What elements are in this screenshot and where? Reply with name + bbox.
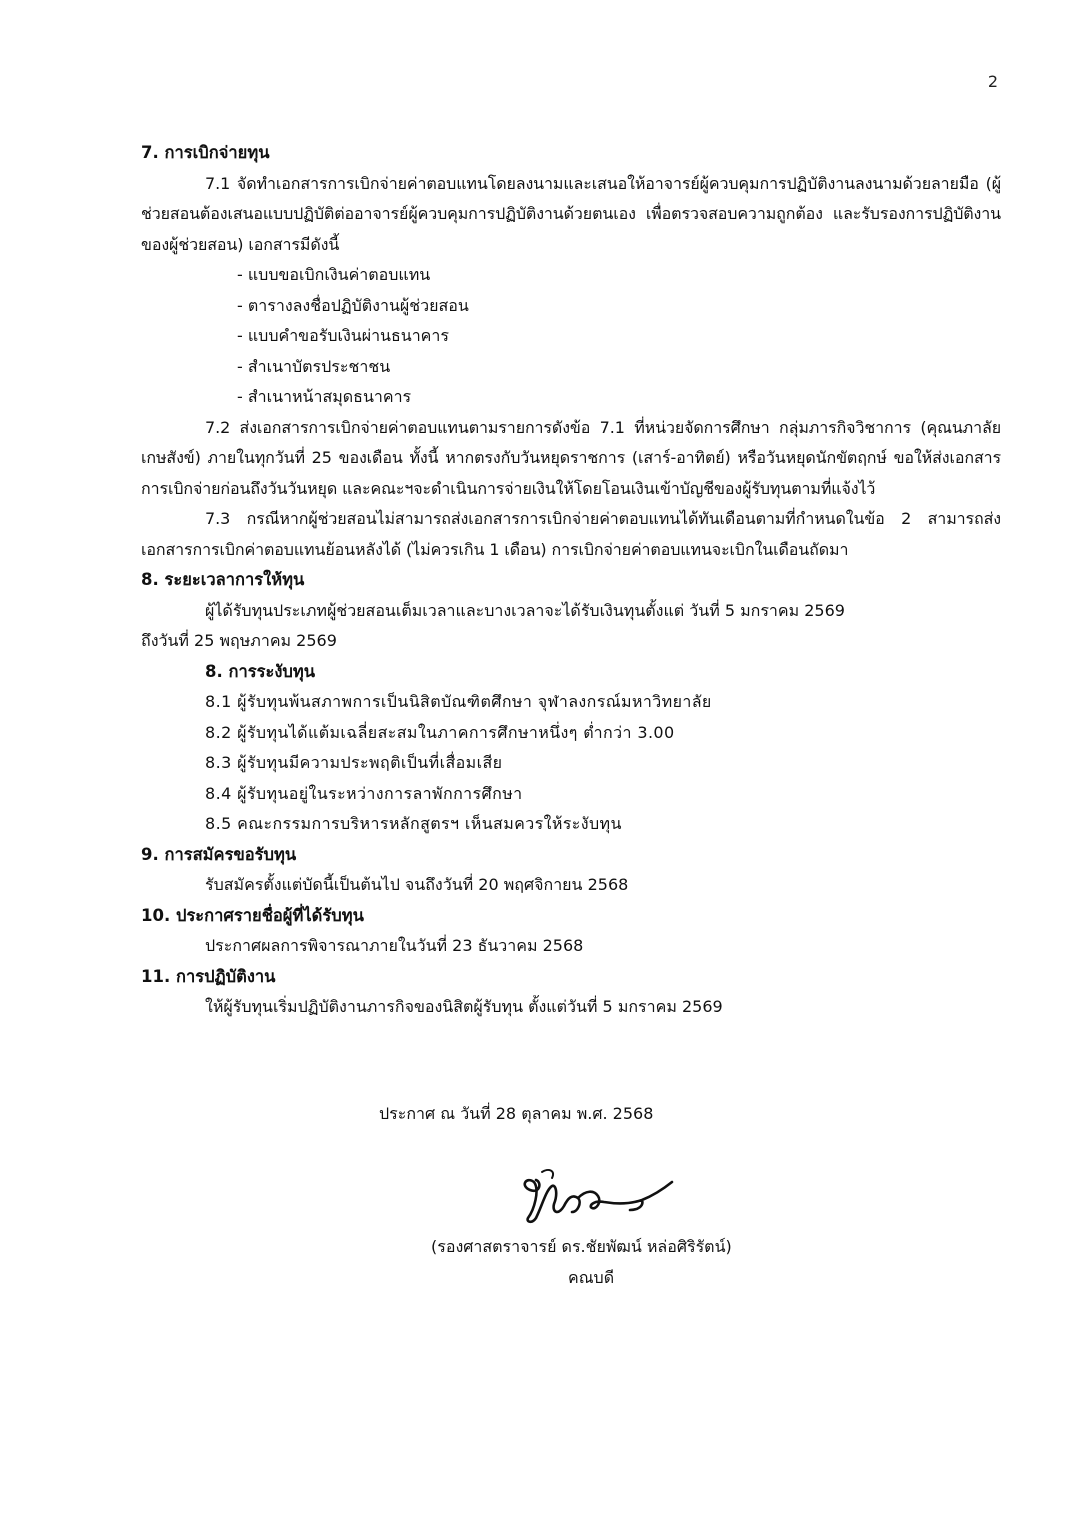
section-heading-disbursement: 7. การเบิกจ่ายทุน [141, 143, 270, 162]
paragraph-7-3: 7.3 กรณีหากผู้ช่วยสอนไม่สามารถส่งเอกสารการเบิกจ่ายค่าตอบแทนได้ทันเดือนตามที่กำหนดในข้อ 2 สามารถส่งเอกสารการเบิกค่าตอบแทนย้อนหลังได้ (ไม่ควรเกิน 1 เดือน) การเบิกจ่ายค่าตอบแทนจะเบิกในเดือนถัดมา [141, 509, 1001, 559]
work-start-date: ให้ผู้รับทุนเริ่มปฏิบัติงานภารกิจของนิสิตผู้รับทุน ตั้งแต่วันที่ 5 มกราคม 2569 [205, 997, 723, 1016]
required-documents-list [141, 260, 1001, 413]
list-item: 8.3 ผู้รับทุนมีความประพฤติเป็นที่เสื่อมเสีย [205, 753, 503, 772]
section-heading-results: 10. ประกาศรายชื่อผู้ที่ได้รับทุน [141, 905, 364, 925]
signer-name: (รองศาสตราจารย์ ดร.ชัยพัฒน์ หล่อศิริรัตน์) [431, 1237, 732, 1256]
application-period: รับสมัครตั้งแต่บัดนี้เป็นต้นไป จนถึงวันที่ 20 พฤศจิกายน 2568 [205, 875, 629, 894]
list-item: - สำเนาหน้าสมุดธนาคาร [237, 387, 412, 406]
paragraph-7-2: 7.2 ส่งเอกสารการเบิกจ่ายค่าตอบแทนตามรายการดังข้อ 7.1 ที่หน่วยจัดการศึกษา กลุ่มภารกิจวิชาการ (คุณนภาลัย เกษสังข์) ภายในทุกวันที่ 25 ของเดือน ทั้งนี้ หากตรงกับวันหยุดราชการ (เสาร์-อาทิตย์) หรือวันหยุดนักขัตฤกษ์ ขอให้ส่งเอกสารการเบิกจ่ายก่อนถึงวันวันหยุด และคณะฯจะดำเนินการจ่ายเงินให้โดยโอนเงินเข้าบัญชีของผู้รับทุนตามที่แจ้งไว้ [141, 417, 1001, 498]
handwritten-signature [512, 1160, 682, 1235]
section-heading-work-start: 11. การปฏิบัติงาน [141, 966, 276, 986]
list-item: - แบบขอเบิกเงินค่าตอบแทน [237, 265, 431, 284]
section-heading-application: 9. การสมัครขอรับทุน [141, 844, 297, 864]
list-item: - แบบคำขอรับเงินผ่านธนาคาร [237, 326, 449, 345]
document-body [141, 138, 1001, 1023]
list-item: 8.1 ผู้รับทุนพ้นสภาพการเป็นนิสิตบัณฑิตศึกษา จุฬาลงกรณ์มหาวิทยาลัย [205, 692, 712, 711]
announcement-date: ประกาศ ณ วันที่ 28 ตุลาคม พ.ศ. 2568 [379, 1104, 654, 1123]
section-heading-suspension: 8. การระงับทุน [205, 661, 316, 681]
paragraph-7-1: 7.1 จัดทำเอกสารการเบิกจ่ายค่าตอบแทนโดยลงนามและเสนอให้อาจารย์ผู้ควบคุมการปฏิบัติงานลงนามด้วยลายมือ (ผู้ช่วยสอนต้องเสนอแบบปฏิบัติต่ออาจารย์ผู้ควบคุมการปฏิบัติงานด้วยตนเอง เพื่อตรวจสอบความถูกต้อง และรับรองการปฏิบัติงานของผู้ช่วยสอน) เอกสารมีดังนี้ [141, 173, 1001, 254]
results-date: ประกาศผลการพิจารณาภายในวันที่ 23 ธันวาคม 2568 [205, 936, 584, 955]
list-item: - ตารางลงชื่อปฏิบัติงานผู้ช่วยสอน [237, 295, 469, 315]
list-item: 8.2 ผู้รับทุนได้แต้มเฉลี่ยสะสมในภาคการศึกษาหนึ่งๆ ต่ำกว่า 3.00 [205, 722, 675, 742]
page-number: 2 [987, 72, 998, 91]
section-disbursement [141, 138, 1001, 565]
list-item: - สำเนาบัตรประชาชน [237, 356, 391, 376]
section-grant-suspension [141, 657, 1001, 840]
list-item: 8.5 คณะกรรมการบริหารหลักสูตรฯ เห็นสมควรให้ระงับทุน [205, 814, 622, 833]
section-grant-period [141, 565, 1001, 657]
section-results-announcement [141, 901, 1001, 962]
section-heading-grant-period: 8. ระยะเวลาการให้ทุน [141, 570, 305, 589]
grant-period-line-1: ผู้ได้รับทุนประเภทผู้ช่วยสอนเต็มเวลาและบางเวลาจะได้รับเงินทุนตั้งแต่ วันที่ 5 มกราคม 2569 [205, 600, 845, 620]
signer-position: คณบดี [568, 1268, 615, 1287]
list-item: 8.4 ผู้รับทุนอยู่ในระหว่างการลาพักการศึกษา [205, 783, 523, 803]
suspension-conditions-list [141, 687, 1001, 840]
grant-period-line-2: ถึงวันที่ 25 พฤษภาคม 2569 [141, 631, 337, 650]
section-work-start [141, 962, 1001, 1023]
section-application [141, 840, 1001, 901]
